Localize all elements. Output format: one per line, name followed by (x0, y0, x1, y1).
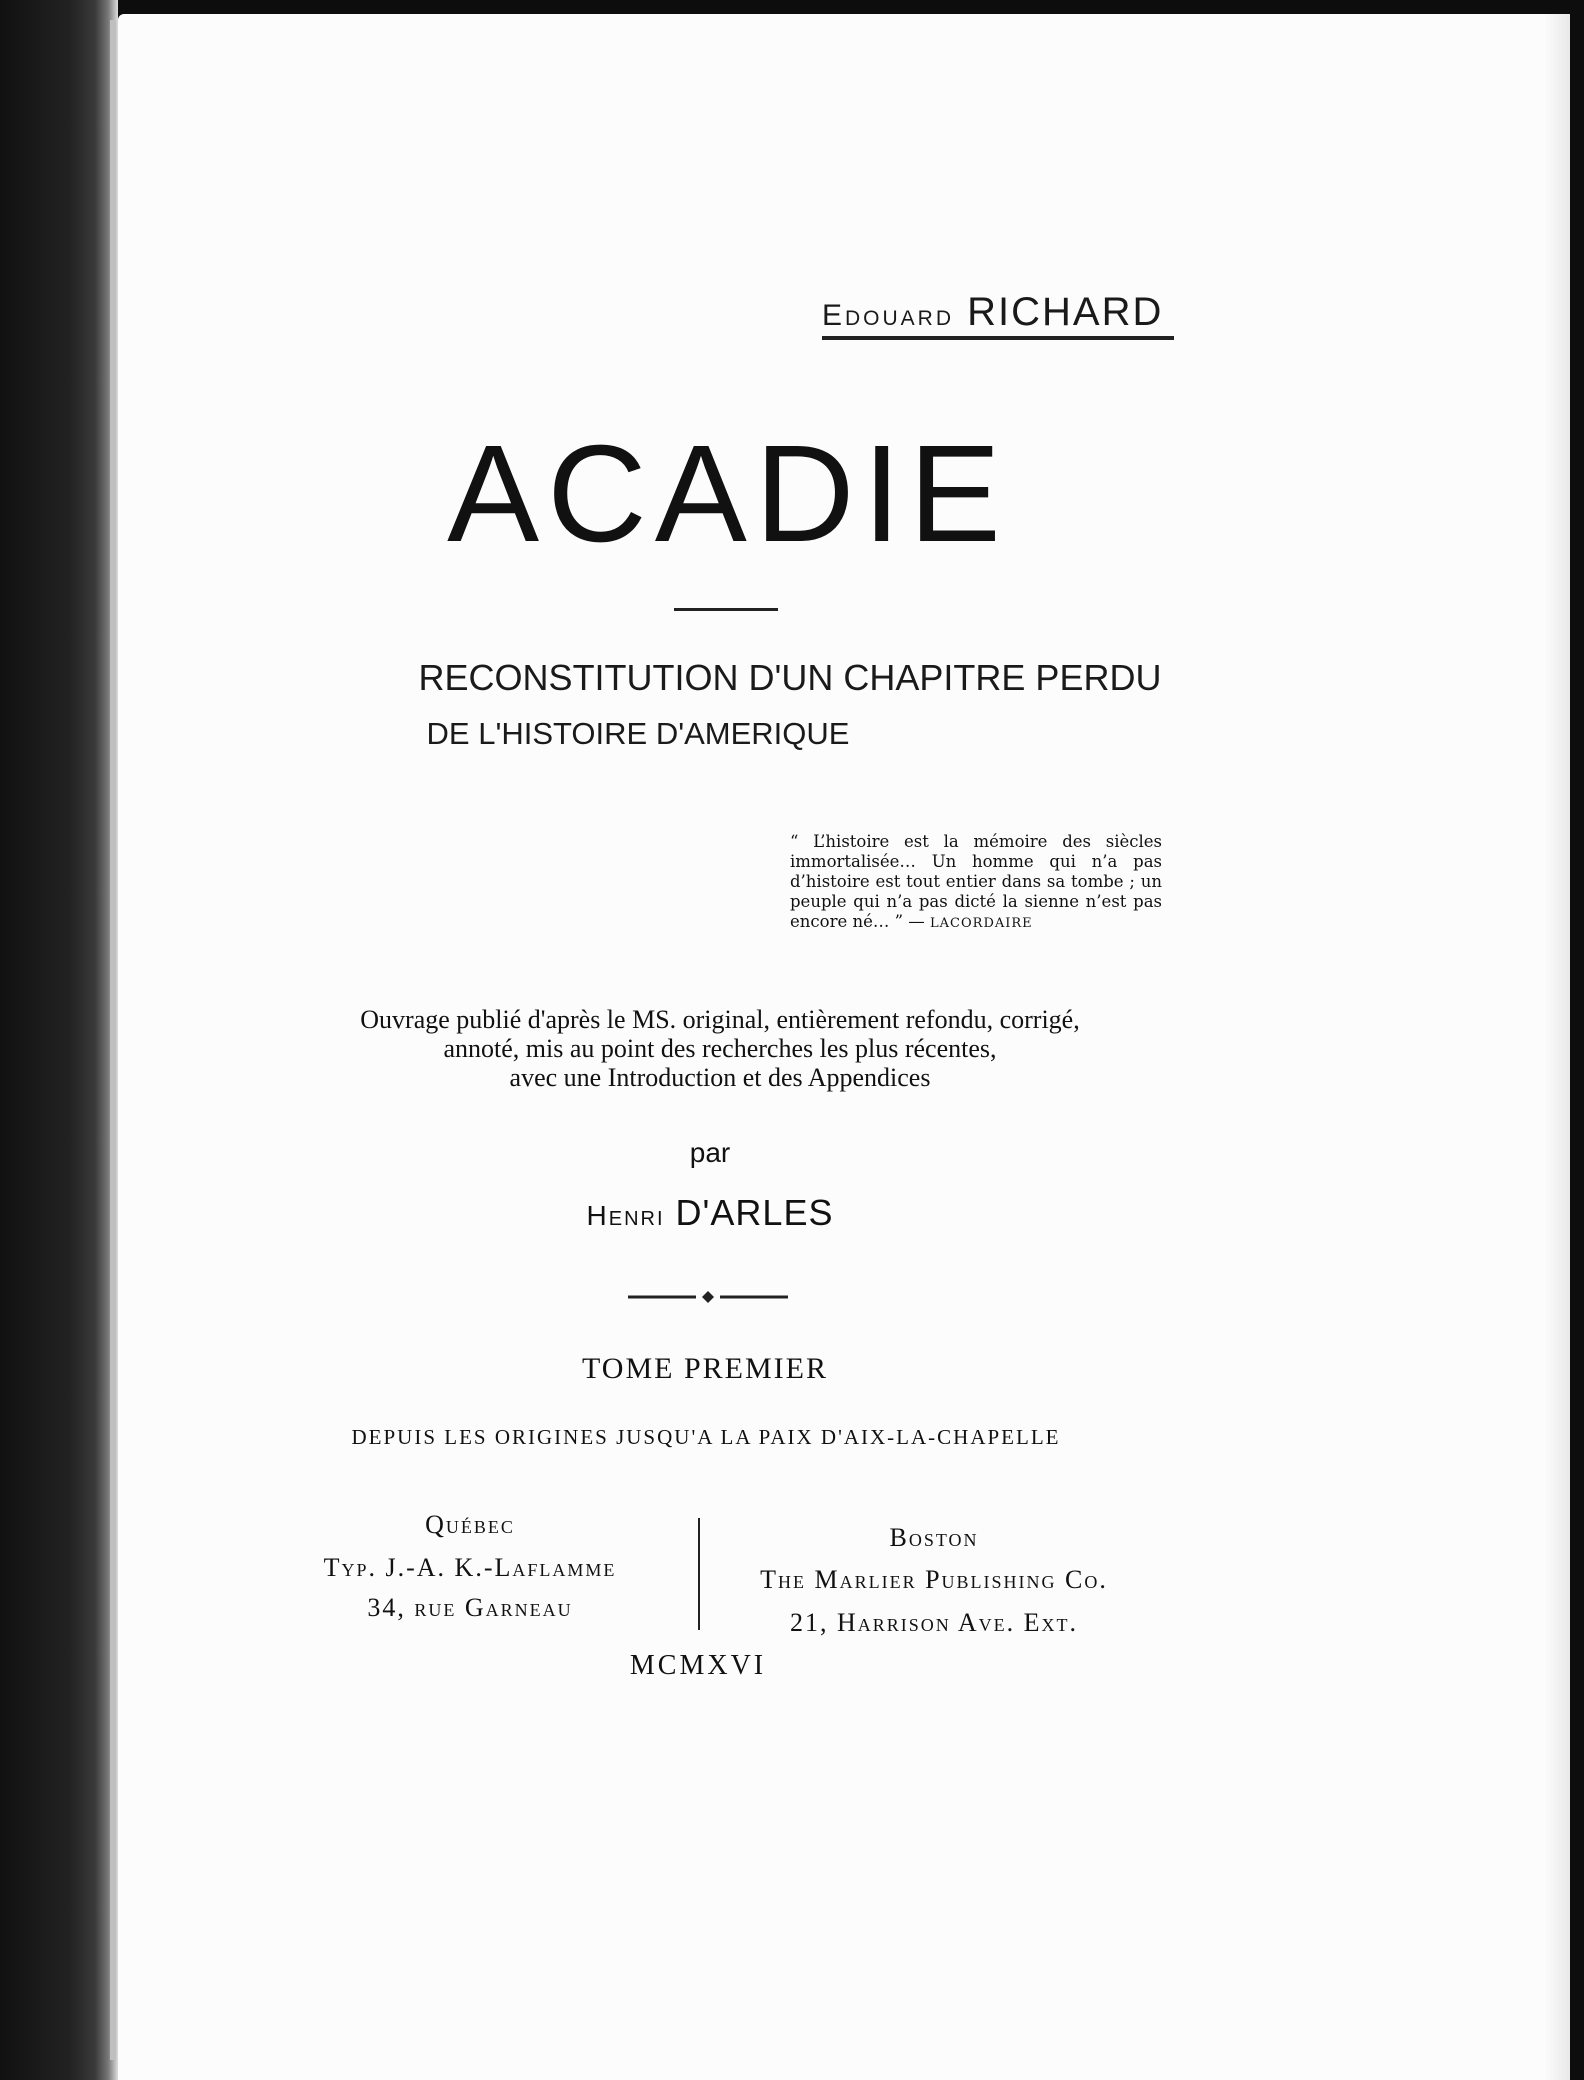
author-name (822, 290, 1163, 335)
publisher-left-city: Québec (425, 1510, 515, 1539)
epigraph (790, 832, 1162, 934)
description-line-3: avec une Introduction et des Appendices (509, 1063, 931, 1092)
author-last-name: RICHARD (967, 290, 1164, 334)
page-shadow (1544, 14, 1570, 2080)
publisher-right-name: The Marlier Publishing Co. (760, 1565, 1108, 1594)
book-title: ACADIE (447, 417, 1009, 571)
title-rule (674, 608, 778, 611)
volume-label: TOME PREMIER (582, 1352, 828, 1385)
subtitle-line-2: DE L'HISTOIRE D'AMERIQUE (426, 716, 850, 751)
page-edge (110, 20, 116, 2060)
subtitle-line-1: RECONSTITUTION D'UN CHAPITRE PERDU (418, 657, 1162, 698)
publisher-right-city: Boston (889, 1523, 979, 1552)
publisher-right-address: 21, Harrison Ave. Ext. (789, 1608, 1079, 1637)
epigraph-text: “ L’histoire est la mémoire des siècles immortalisée… Un homme qui n’a pas d’histoire est tout entier dans sa tombe ; un peuple qui n’a pas dicté la sienne n’est pas encore né… ” — (790, 832, 1162, 931)
ornament-divider-icon (628, 1290, 788, 1304)
publisher-divider (698, 1518, 700, 1630)
by-label: par (689, 1137, 731, 1168)
scope-line: DEPUIS LES ORIGINES JUSQU'A LA PAIX D'AIX-LA-CHAPELLE (351, 1425, 1061, 1449)
publisher-left-name: Typ. J.-A. K.-Laflamme (323, 1553, 617, 1582)
editor-name (587, 1192, 834, 1234)
epigraph-author: LACORDAIRE (930, 916, 1033, 931)
publisher-left-address: 34, rue Garneau (367, 1593, 573, 1622)
author-underline (822, 336, 1174, 340)
description-line-2: annoté, mis au point des recherches les plus récentes, (443, 1034, 997, 1063)
author-first-name: Edouard (822, 299, 955, 332)
description (300, 1005, 1140, 1092)
description-line-1: Ouvrage publié d'après le MS. original, entièrement refondu, corrigé, (360, 1005, 1080, 1034)
scan-left-margin (0, 0, 118, 2080)
editor-last-name: D'ARLES (675, 1192, 834, 1233)
publication-year: MCMXVI (629, 1650, 767, 1681)
editor-first-name: Henri (586, 1200, 665, 1231)
